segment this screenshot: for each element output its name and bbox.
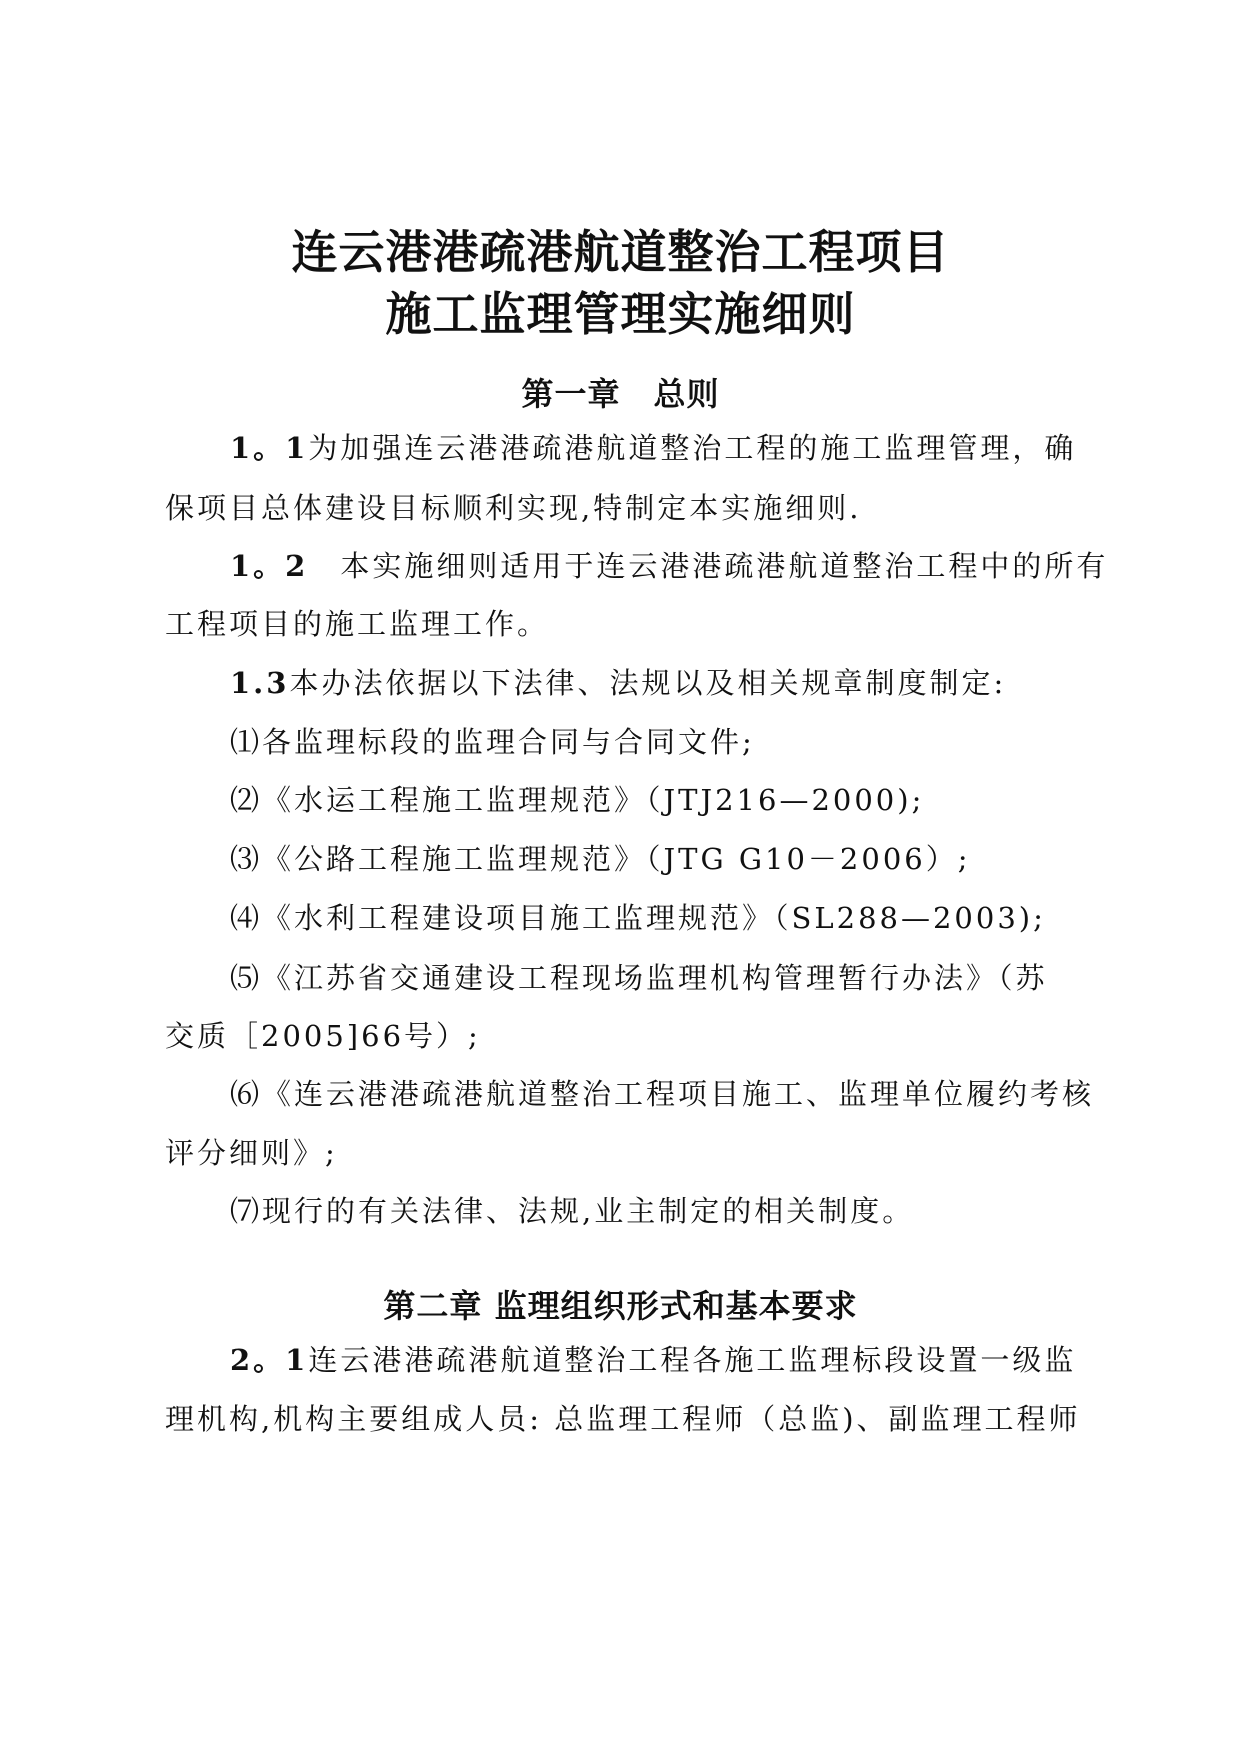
clause-1-3 — [230, 663, 1006, 703]
list-item-2: ⑵《水运工程施工监理规范》（JTJ216—2000); — [230, 783, 925, 817]
clause-2-1-number: 2。1 — [230, 1343, 309, 1377]
list-item-1: ⑴各监理标段的监理合同与合同文件; — [230, 725, 755, 759]
chapter-1-heading: 第一章 总则 — [521, 375, 720, 413]
list-item-4: ⑷《水利工程建设项目施工监理规范》（SL288—2003); — [230, 901, 1046, 935]
clause-1-3-text: 本办法依据以下法律、法规以及相关规章制度制定: — [289, 666, 1007, 700]
clause-1-1-text: 为加强连云港港疏港航道整治工程的施工监理管理，确 — [308, 431, 1077, 465]
clause-1-2 — [230, 546, 1108, 586]
document-title-line-2: 施工监理管理实施细则 — [385, 287, 856, 341]
clause-1-1-number: 1。1 — [230, 431, 309, 465]
list-item-3: ⑶《公路工程施工监理规范》（JTG G10－2006）; — [230, 842, 971, 876]
clause-2-1-continuation: 理机构,机构主要组成人员: 总监理工程师（总监)、副监理工程师 — [165, 1402, 1081, 1436]
list-item-6: ⑹《连云港港疏港航道整治工程项目施工、监理单位履约考核 — [230, 1077, 1095, 1111]
list-item-5: ⑸《江苏省交通建设工程现场监理机构管理暂行办法》（苏 — [230, 961, 1048, 995]
list-item-5-continuation: 交质［2005]66号）; — [165, 1019, 481, 1053]
clause-2-1 — [230, 1340, 1076, 1380]
clause-1-1 — [230, 428, 1076, 468]
clause-1-2-number: 1。2 — [230, 549, 309, 583]
clause-1-3-number: 1.3 — [230, 666, 290, 700]
document-title-line-1: 连云港港疏港航道整治工程项目 — [291, 225, 950, 279]
list-item-7: ⑺现行的有关法律、法规,业主制定的相关制度。 — [230, 1194, 915, 1228]
clause-1-2-text: 本实施细则适用于连云港港疏港航道整治工程中的所有 — [308, 549, 1109, 583]
clause-1-2-continuation: 工程项目的施工监理工作。 — [165, 607, 550, 641]
clause-2-1-text: 连云港港疏港航道整治工程各施工监理标段设置一级监 — [308, 1343, 1077, 1377]
list-item-6-continuation: 评分细则》; — [165, 1136, 338, 1170]
chapter-2-heading: 第二章 监理组织形式和基本要求 — [383, 1287, 858, 1325]
clause-1-1-continuation: 保项目总体建设目标顺利实现,特制定本实施细则. — [165, 491, 862, 525]
